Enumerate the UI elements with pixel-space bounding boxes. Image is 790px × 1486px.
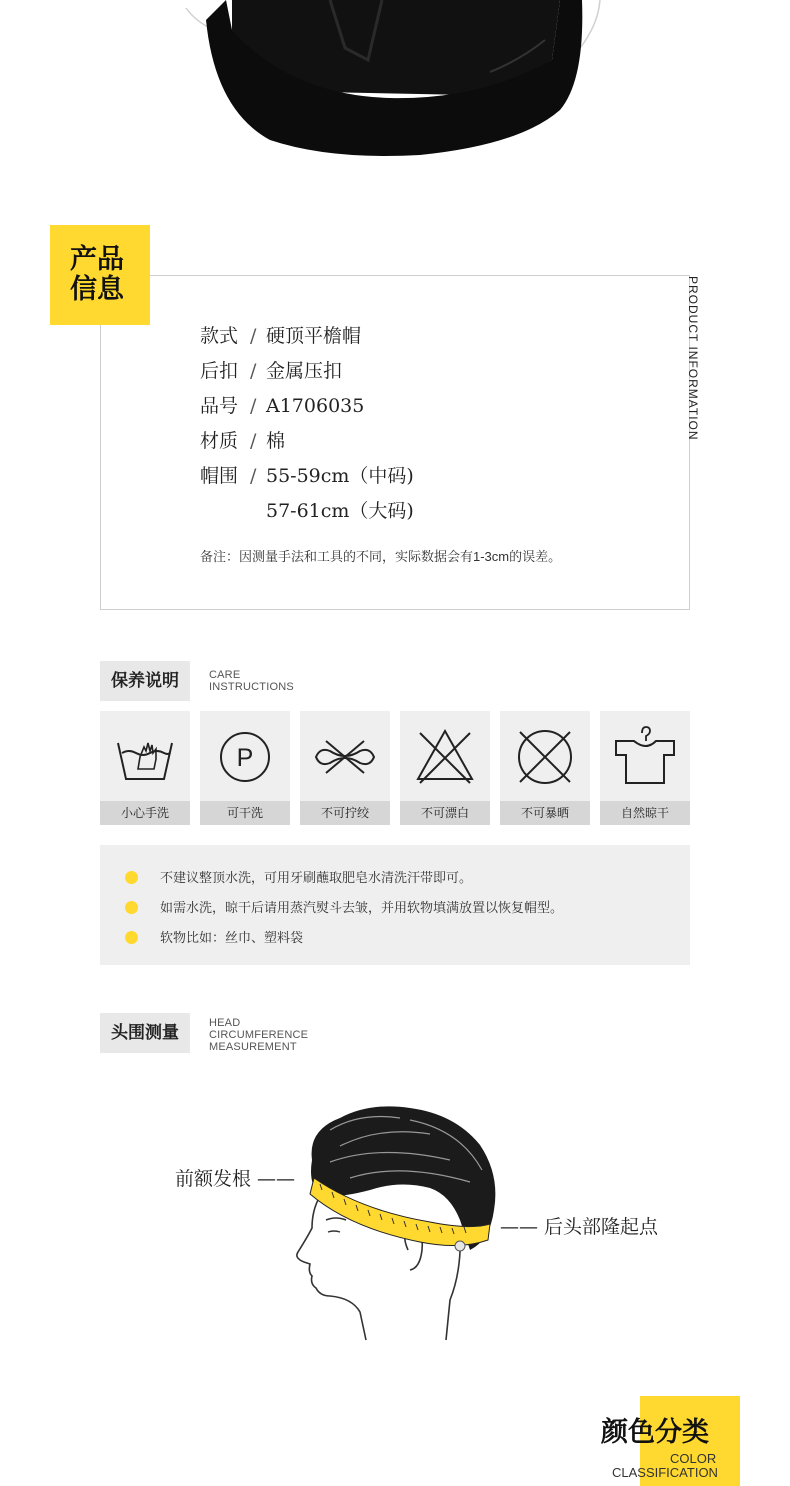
info-frame-left	[100, 325, 101, 610]
product-info-vertical-label: PRODUCT INFORMATION	[686, 276, 700, 441]
no-sun-dry-icon	[500, 711, 590, 801]
spec-row-size-large	[200, 495, 414, 530]
occipital-point-label: —— 后头部隆起点	[500, 1216, 659, 1238]
spec-list	[200, 320, 414, 530]
care-section-title: 保养说明	[100, 661, 190, 701]
spec-row-size	[200, 460, 414, 495]
no-bleach-icon	[400, 711, 490, 801]
bullet-dot-icon	[125, 871, 138, 884]
spec-value: 57-61cm（大码)	[266, 500, 414, 522]
care-label: 不可拧绞	[300, 801, 390, 825]
spec-key: 材质	[200, 430, 239, 452]
dry-clean-icon	[200, 711, 290, 801]
spec-value: 55-59cm（中码)	[266, 465, 414, 487]
care-note	[125, 927, 303, 946]
spec-key: 款式	[200, 325, 239, 347]
spec-key: 帽围	[200, 465, 239, 487]
care-label: 小心手洗	[100, 801, 190, 825]
measure-sub-3: MEASUREMENT	[209, 1041, 297, 1053]
spec-value: 棉	[266, 430, 286, 452]
cap-product-image	[0, 0, 790, 200]
care-note-text: 软物比如：丝巾、塑料袋	[160, 930, 304, 945]
spec-value: A1706035	[266, 395, 365, 417]
hand-wash-icon	[100, 711, 190, 801]
no-wring-icon	[300, 711, 390, 801]
care-item-no-sun	[500, 711, 590, 825]
hang-dry-icon	[600, 711, 690, 801]
care-section-subtitle	[209, 669, 294, 693]
care-label: 不可暴晒	[500, 801, 590, 825]
spec-sep: /	[250, 395, 257, 417]
care-label: 自然晾干	[600, 801, 690, 825]
product-info-title	[70, 245, 124, 305]
spec-value: 金属压扣	[266, 360, 343, 382]
forehead-hairline-label: 前额发根 ——	[175, 1168, 296, 1190]
spec-sep: /	[250, 465, 257, 487]
title-line-1: 产品	[70, 244, 124, 275]
care-note	[125, 897, 563, 916]
spec-note: 备注：因测量手法和工具的不同，实际数据会有1-3cm的误差。	[200, 549, 562, 564]
care-note	[125, 867, 472, 886]
care-sub-1: CARE	[209, 669, 241, 681]
spec-key: 后扣	[200, 360, 239, 382]
spec-row-style	[200, 320, 414, 355]
title-line-2: 信息	[70, 274, 124, 305]
care-item-dry-clean	[200, 711, 290, 825]
bullet-dot-icon	[125, 901, 138, 914]
spec-sep: /	[250, 325, 257, 347]
head-illustration	[290, 1100, 510, 1350]
spec-row-buckle	[200, 355, 414, 390]
care-item-no-bleach	[400, 711, 490, 825]
color-class-title: 颜色分类	[601, 1417, 709, 1448]
measure-sub-2: CIRCUMFERENCE	[209, 1029, 309, 1041]
measure-sub-1: HEAD	[209, 1017, 241, 1029]
care-item-hang-dry	[600, 711, 690, 825]
svg-text:P: P	[236, 744, 254, 772]
spec-sep: /	[250, 360, 257, 382]
bullet-dot-icon	[125, 931, 138, 944]
measure-section-subtitle	[209, 1017, 308, 1053]
care-note-text: 不建议整顶水洗，可用牙刷蘸取肥皂水清洗汗带即可。	[160, 870, 473, 885]
spec-value: 硬顶平檐帽	[266, 325, 362, 347]
care-label: 可干洗	[200, 801, 290, 825]
spec-row-sku	[200, 390, 414, 425]
spec-row-material	[200, 425, 414, 460]
care-notes-panel	[100, 845, 690, 965]
care-note-text: 如需水洗，晾干后请用蒸汽熨斗去皱，并用软物填满放置以恢复帽型。	[160, 900, 564, 915]
measure-section-title: 头围测量	[100, 1013, 190, 1053]
spec-sep: /	[250, 430, 257, 452]
care-item-no-wring	[300, 711, 390, 825]
color-class-sub-1: COLOR	[670, 1451, 717, 1466]
color-class-sub-2: CLASSIFICATION	[612, 1465, 718, 1480]
spec-key: 品号	[200, 395, 239, 417]
care-sub-2: INSTRUCTIONS	[209, 681, 294, 693]
care-item-hand-wash	[100, 711, 190, 825]
care-label: 不可漂白	[400, 801, 490, 825]
